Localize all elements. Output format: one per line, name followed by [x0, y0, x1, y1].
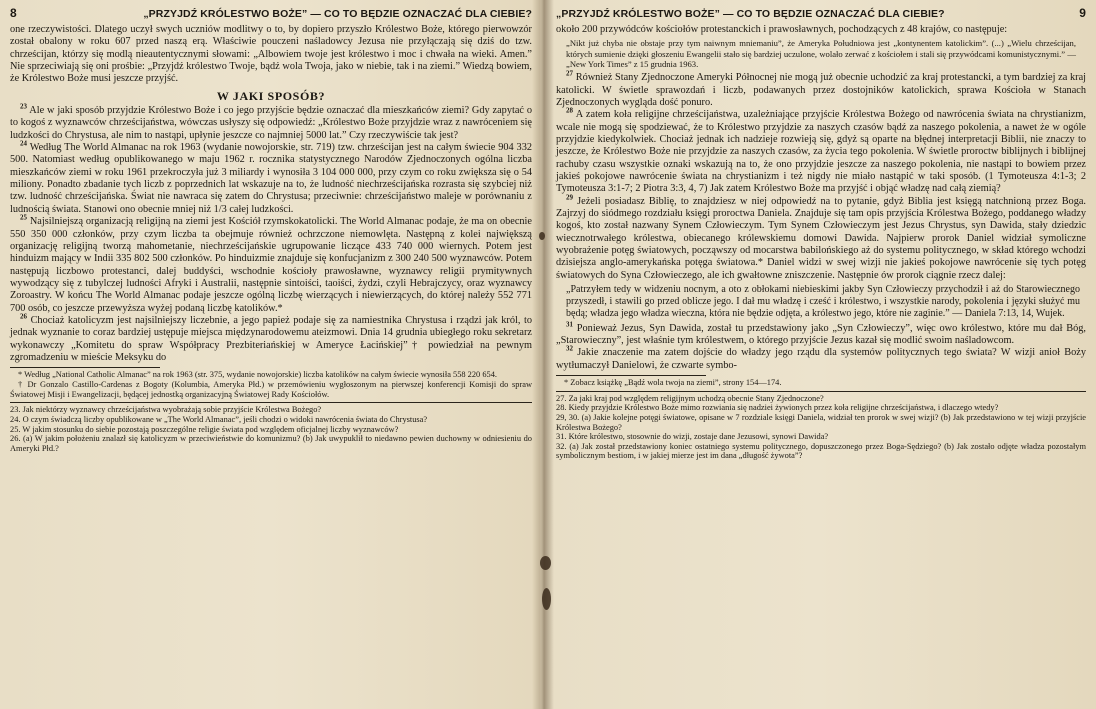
study-question: 23. Jak niektórzy wyznawcy chrześcijaństwa wyobrażają sobie przyjście Królestwa Bożego? — [10, 405, 322, 415]
study-question: 24. O czym świadczą liczby opublikowane w „The World Almanac”, jeśli chodzi o widoki nawrócenia świata do Chrystusa? — [10, 414, 428, 424]
paragraph-27 — [556, 69, 1087, 109]
binding-hole — [540, 556, 551, 570]
footnote: † Dr Gonzalo Castillo-Cardenas z Bogoty (Kolumbia, Ameryka Płd.) w przemówieniu wygłoszonym na pierwszej konferencji Komisji do spraw Światowej Misji i Ewangelizacji, będącej jednostką organizacyjną Światowej Rady Kościołów. — [10, 379, 532, 399]
paragraph-text: Również Stany Zjednoczone Ameryki Północnej nie mogą już obecnie uchodzić za kraj protestancki, a tym bardziej za kraj katolicki. W świetle sprawozdań i liczb, podawanych przez dostojników katolickich, sprawa Kościoła w Stanach Zjednoczonych wygląda dość ponuro. — [556, 72, 1087, 108]
left-running-header — [10, 6, 532, 20]
paragraph-number: 31 — [566, 320, 573, 329]
news-quote: „Nikt już chyba nie obstaje przy tym naiwnym mniemaniu”, że Ameryka Południowa jest „kontynentem katolickim”. (...) „Wielu chrześcijan, których sumienie dzięki głoszeniu Ewangelii stało się bardziej uczulone, wolało zerwać z kościołem i stali się przywódcami komunistycznymi.” — „New York Times” z 15 grudnia 1963. — [566, 38, 1076, 69]
paragraph-text: Ponieważ Jezus, Syn Dawida, został tu przedstawiony jako „Syn Człowieczy”, więc owo królestwo, które mu dał Bóg, „Starowieczny”, jest właśnie tym królestwem, o którego przyjście Jezus kazał się modlić swoim naśladowcom. — [556, 322, 1086, 347]
paragraph-23 — [10, 102, 532, 142]
paragraph-32 — [556, 344, 1086, 372]
binding-hole — [542, 588, 551, 610]
footnote: * Według „National Catholic Almanac” na rok 1963 (str. 375, wydanie nowojorskie) liczba katolików na całym świecie wynosiła 558 220 654. — [18, 370, 497, 380]
right-intro: około 200 przywódców kościołów protestanckich i prawosławnych, pochodzących z 48 krajów, co następuje: — [556, 24, 1008, 35]
paragraph-number: 26 — [20, 312, 27, 321]
paragraph-text: Jeżeli posiadasz Biblię, to znajdziesz w niej odpowiedź na to pytanie, gdyż Biblia jest księgą natchnioną przez Boga. Zajrzyj do siódmego rozdziału księgi proroctwa Daniela. Znajduje się tam opis przyjścia Królestwa Bożego, poddanego władzy kogoś, kto został nazwany Synem Człowieczym. Tym Synem Człowieczym jest Jezus Chrystus, syn Dawida, stały dziedzic wiecznotrwałego królestwa, obiecanego królewskiemu domowi Dawida. Najpierw prorok Daniel widział symoliczne wyobrażenie potęg światowych, począwszy od mocarstwa babilońskiego aż do systemu politycznego, w skład którego wchodzi dzisiejsza anglo-amerykańska potęga światowa.* Daniel widzi w swej wizji nie jakieś pokojowe nawrócenie się tych potęg światowych do Syna Człowieczego, ale ich gwałtowne zniszczenie. Następnie ów prorok ciągnie rzecz dalej: — [556, 195, 1086, 281]
right-footnote — [556, 378, 1086, 388]
study-question: 27. Za jaki kraj pod względem religijnym uchodzą obecnie Stany Zjednoczone? — [556, 393, 824, 403]
right-page-number: 9 — [1079, 6, 1086, 20]
study-question: 29, 30. (a) Jakie kolejne potęgi światowe, opisane w 7 rozdziale księgi Daniela, widział ten prorok w swej wizji? (b) Jak przedstawiono w tej wizji przyjście Królestwa Bożego? — [556, 412, 1086, 432]
paragraph-25 — [10, 213, 532, 315]
right-running-header — [556, 6, 1086, 20]
paragraph-text: Ale w jaki sposób przyjdzie Królestwo Boże i co jego przyjście będzie oznaczać dla mieszkańców ziemi? Gdy zapytać o to kogoś z wyznawców chrześcijaństwa, wówczas usłyszy się odpowiedź: „Królestwo Boże przyjdzie wraz z nawróceniem się ludzkości do Chrystusa, ale nim to nastąpi, upłynie jeszcze co najmniej 5000 lat.” Czy rzeczywiście tak jest? — [10, 105, 532, 141]
paragraph-24 — [10, 139, 532, 216]
footnote-rule — [556, 375, 706, 376]
scripture-quote: „Patrzyłem tedy w widzeniu nocnym, a oto z obłokami niebieskimi jakby Syn Człowieczy przychodził i aż do Starowiecznego przyszedł, i stawili go przed oblicze jego. I dał mu władzę i cześć i królestwo, i wszystkie narody, pokolenia i języki służyć mu będą; władza jego władza wieczna, która nie będzie odjęta, a królestwo jego, które nie zaginie.” — Daniela 7:13, 14, Wujek. — [566, 284, 1080, 320]
right-body-text — [556, 24, 1086, 372]
paragraph-number: 32 — [566, 344, 573, 353]
left-body-text — [10, 24, 532, 364]
paragraph-text: Jakie znaczenie ma zatem dojście do władzy jego rządu dla systemów politycznych tego świata? W wizji anioł Boży wytłumaczył Danielowi, że czwarte symbo- — [556, 347, 1086, 371]
paragraph-text: Chociaż katolicyzm jest najsilniejszy liczebnie, a jego papież podaje się za namiestnika Chrystusa i rządzi jak król, to jednak wyznanie to coraz bardziej ustępuje miejsca międzynarodowemu ateizmowi. Dnia 14 grudnia ubiegłego roku sekretarz wykonawczy „Komitetu do spraw Współpracy Prezbiteriańskiej w Ameryce Łacińskiej”† powiedział na pewnym zgromadzeniu w mieście Meksyku do — [10, 314, 532, 363]
study-question: 31. Które królestwo, stosownie do wizji, zostaje dane Jezusowi, synowi Dawida? — [556, 432, 829, 442]
paragraph-text: A zatem koła religijne chrześcijaństwa, uzależniające przyjście Królestwa Bożego od nawrócenia świata na chrystianizm, wcale nie mogą się spodziewać, że to Królestwo przyjdzie za naszych czasów bądź za naszego pokolenia, a nawet że w ogóle przyjdzie kiedykolwiek. Chociaż jednak ich nadzieje rozwieją się, gdyż są oparte na błędnej interpretacji Biblii, nie znaczy to jeszcze, że Królestwo Boże nie przyjdzie za naszych czasów, za życia tego pokolenia. W świetle proroctw biblijnych i biblijnej rachuby czasu wszystkie oznaki wskazują na to, że ono przyjdzie jeszcze za naszego pokolenia, nie nastąpi to bowiem przez jakieś pokojowe nawrócenie świata na chrystianizm i też nigdy nie miało nastąpić w taki sposób. (1 Tymoteusza 4:1-3; 2 Tymoteusza 3:1-7; 2 Piotra 3:3, 4, 7) Jak zatem Królestwo Boże ma przyjść i objąć władzę nad całą ziemią? — [556, 109, 1086, 195]
left-page — [0, 0, 540, 709]
study-question: 25. W jakim stosunku do siebie pozostają poszczególne religie świata pod względem oficjalnej liczby wyznawców? — [10, 424, 399, 434]
paragraph-number: 28 — [566, 106, 573, 115]
paragraph-text: Najsilniejszą organizacją religijną na ziemi jest Kościół rzymskokatolicki. The World Almanac podaje, że ma on obecnie 550 350 000 członków, przy czym liczba ta obejmuje również ochrzczone niemowlęta. Następną z kolei największą organizację religijną tworzą mahometanie, niechrześcijańskie ugrupowanie liczące 433 740 000 wiernych. Potem jest hinduizm mający w Indii 335 802 500 członków. Po hinduizmie znajduje się konfucjanizm z 300 240 500 wyznawców. Potem następują liczbowo protestanci, dalej buddyści, wschodnie kościoły prawosławne, wyznawcy religii prymitywnych wywodzący się z tubylczej ludności Afryki i Australii, następnie sintoiści, taoiści, żydzi, czyli Hebrajczycy, oraz wyznawcy Zoroastry. W końcu The World Almanac podaje jeszcze ogólną liczbę wierzących i niewierzących, do której należy 552 771 700 osób, co jeszcze przewyższa wyżej podaną liczbę katolików.* — [10, 216, 532, 314]
right-study-questions — [556, 394, 1086, 461]
section-title: W JAKI SPOSÓB? — [216, 88, 326, 103]
left-study-questions — [10, 405, 532, 453]
paragraph-28 — [556, 106, 1086, 195]
paragraph-26 — [10, 312, 532, 364]
binding-hole — [539, 232, 545, 240]
paragraph-number: 27 — [566, 69, 573, 78]
footnote-rule — [10, 367, 160, 368]
left-footnotes — [10, 370, 532, 399]
questions-rule — [556, 391, 1086, 392]
right-page — [540, 0, 1096, 709]
right-running-head: „PRZYJDŹ KRÓLESTWO BOŻE” — CO TO BĘDZIE OZNACZAĆ DLA CIEBIE? — [556, 8, 945, 20]
study-question: 32. (a) Jak został przedstawiony koniec ostatniego systemu politycznego, dopuszczonego przez Boga-Sędziego? (b) Jak zostało odjęte władza pozostałym symbolicznym bestiom, i w jakiej mierze jest im dana „długość żywota”? — [556, 441, 1086, 461]
left-running-head: „PRZYJDŹ KRÓLESTWO BOŻE” — CO TO BĘDZIE OZNACZAĆ DLA CIEBIE? — [143, 8, 532, 20]
paragraph-number: 23 — [20, 102, 27, 111]
paragraph-31 — [556, 320, 1086, 348]
paragraph-number: 29 — [566, 193, 573, 202]
paragraph-text: Według The World Almanac na rok 1963 (wydanie nowojorskie, str. 719) tzw. chrześcijan jest na całym świecie 904 332 500. Natomiast według opublikowanego w maju 1962 r. rocznika statystycznego Narodów Zjednoczonych ogólna liczba mieszkańców ziemi w roku 1961 przekroczyła już 3 miliardy i wynosiła 3 104 000 000, przy czym co roku zwiększa się o 54 miliony. Ponadto zbadanie tych liczb z poprzednich lat wskazuje na to, że ludność niechrześcijańska rozrasta się szybciej niż tzw. ludność chrześcijańska. Świat nie nawraca się zatem do Chrystusa; przeciwnie: chrześcijaństwo maleje w porównaniu z ludnością świata. Stanowi ono obecnie mniej niż 1/3 całej ludzkości. — [10, 142, 532, 215]
study-question: 26. (a) W jakim położeniu znalazł się katolicyzm w przeciwieństwie do komunizmu? (b) Jak uwypuklił to niedawno pewien duchowny w odniesieniu do Ameryki Płd.? — [10, 434, 532, 453]
paragraph-number: 25 — [20, 213, 27, 222]
questions-rule — [10, 402, 532, 403]
paragraph-number: 24 — [20, 139, 27, 148]
paragraph-29 — [556, 193, 1086, 282]
left-page-number: 8 — [10, 6, 17, 20]
left-intro: one rzeczywistości. Dlatego uczył swych uczniów modlitwy o to, by dopiero przyszło Królestwo Boże, którego pierwowzór został obalony w roku 607 przed naszą erą. Właściwie pouczeni naśladowcy Jezusa nie przyłączają się dziś do tzw. chrześcijan, którzy się modlą nieautentycznymi słowami: „Albowiem twoje jest królestwo i moc i chwała na wieki. Amen.” Nie sprzeciwiają się oni prośbie: „Przyjdź królestwo Twoje, bądź wola Twoja, jako w niebie, tak i na ziemi.” Wiedzą bowiem, że Królestwo Boże musi jeszcze przyjść. — [10, 24, 532, 85]
footnote: * Zobacz książkę „Bądź wola twoja na ziemi”, strony 154—174. — [564, 378, 782, 388]
study-question: 28. Kiedy przyjdzie Królestwo Boże mimo rozwiania się nadziei żywionych przez koła religijne chrześcijaństwa, i dlaczego wtedy? — [556, 403, 999, 413]
